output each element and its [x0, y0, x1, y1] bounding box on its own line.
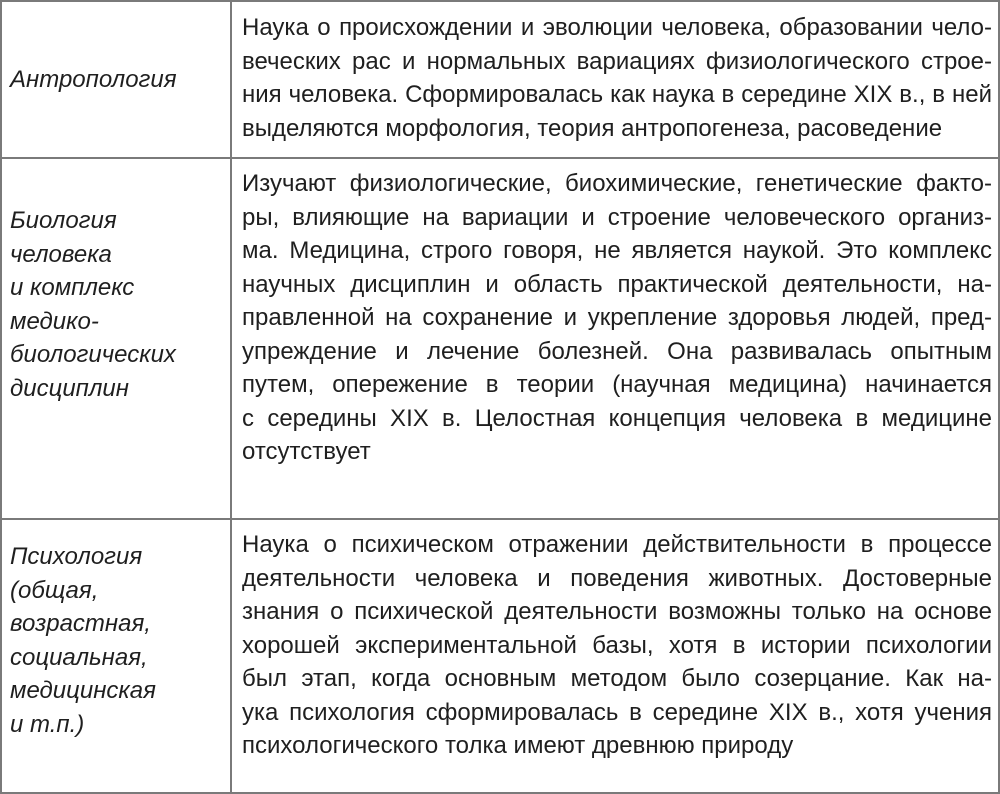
term-cell [1, 519, 231, 793]
description-line: Наука о психическом отражении действительности в процессе [242, 531, 992, 558]
description-line: научных дисциплин и область практической деятельности, на- [242, 270, 992, 298]
term-line: медико- [10, 307, 99, 335]
term-line: человека [10, 240, 112, 268]
term-cell [1, 158, 231, 519]
description-cell [231, 158, 999, 519]
description-cell [231, 1, 999, 158]
description-line: путем, опережение в теории (научная медицина) начинается [242, 371, 992, 398]
term-line: социальная, [10, 643, 148, 671]
term-line: Биология [10, 207, 117, 234]
description-line: хорошей экспериментальной базы, хотя в истории психологии [242, 631, 992, 659]
description-line: знания о психической деятельности возможны только на основе [242, 598, 992, 625]
term-line: и т.п.) [10, 710, 85, 738]
description-line: психологического толка имеют древнюю природу [242, 732, 794, 759]
description-line: деятельности человека и поведения животных. Достоверные [242, 564, 992, 592]
term-line: дисциплин [10, 374, 129, 402]
description-line: правленной на сохранение и укрепление здоровья людей, пред- [242, 304, 992, 331]
term-line: биологических [10, 341, 176, 368]
term-line: Антропология [10, 65, 177, 93]
term-cell [1, 1, 231, 158]
table-row [1, 1, 999, 158]
description-line: Наука о происхождении и эволюции человека, образовании чело- [242, 14, 992, 41]
description-line: был этап, когда основным методом было созерцание. Как на- [242, 665, 992, 692]
term-line: возрастная, [10, 610, 151, 637]
description-cell [231, 519, 999, 793]
description-line: Изучают физиологические, биохимические, генетические факто- [242, 170, 992, 197]
description-line: упреждение и лечение болезней. Она развивалась опытным [242, 337, 992, 365]
description-line: веческих рас и нормальных вариациях физиологического строе- [242, 47, 992, 75]
term-line: и комплекс [10, 274, 135, 301]
term-line: медицинская [10, 677, 156, 704]
description-line: ма. Медицина, строго говоря, не является наукой. Это комплекс [242, 237, 992, 264]
description-line: отсутствует [242, 438, 371, 465]
term-line: (общая, [10, 576, 99, 604]
description-line: ры, влияющие на вариации и строение человеческого организ- [242, 203, 992, 231]
description-line: ния человека. Сформировалась как наука в середине XIX в., в ней [242, 81, 992, 108]
table-row [1, 158, 999, 519]
term-line: Психология [10, 543, 143, 570]
description-line: ука психология сформировалась в середине XIX в., хотя учения [242, 698, 992, 726]
description-line: выделяются морфология, теория антропогенеза, расоведение [242, 114, 943, 142]
table-row [1, 519, 999, 793]
description-line: с середины XIX в. Целостная концепция человека в медицине [242, 404, 992, 432]
